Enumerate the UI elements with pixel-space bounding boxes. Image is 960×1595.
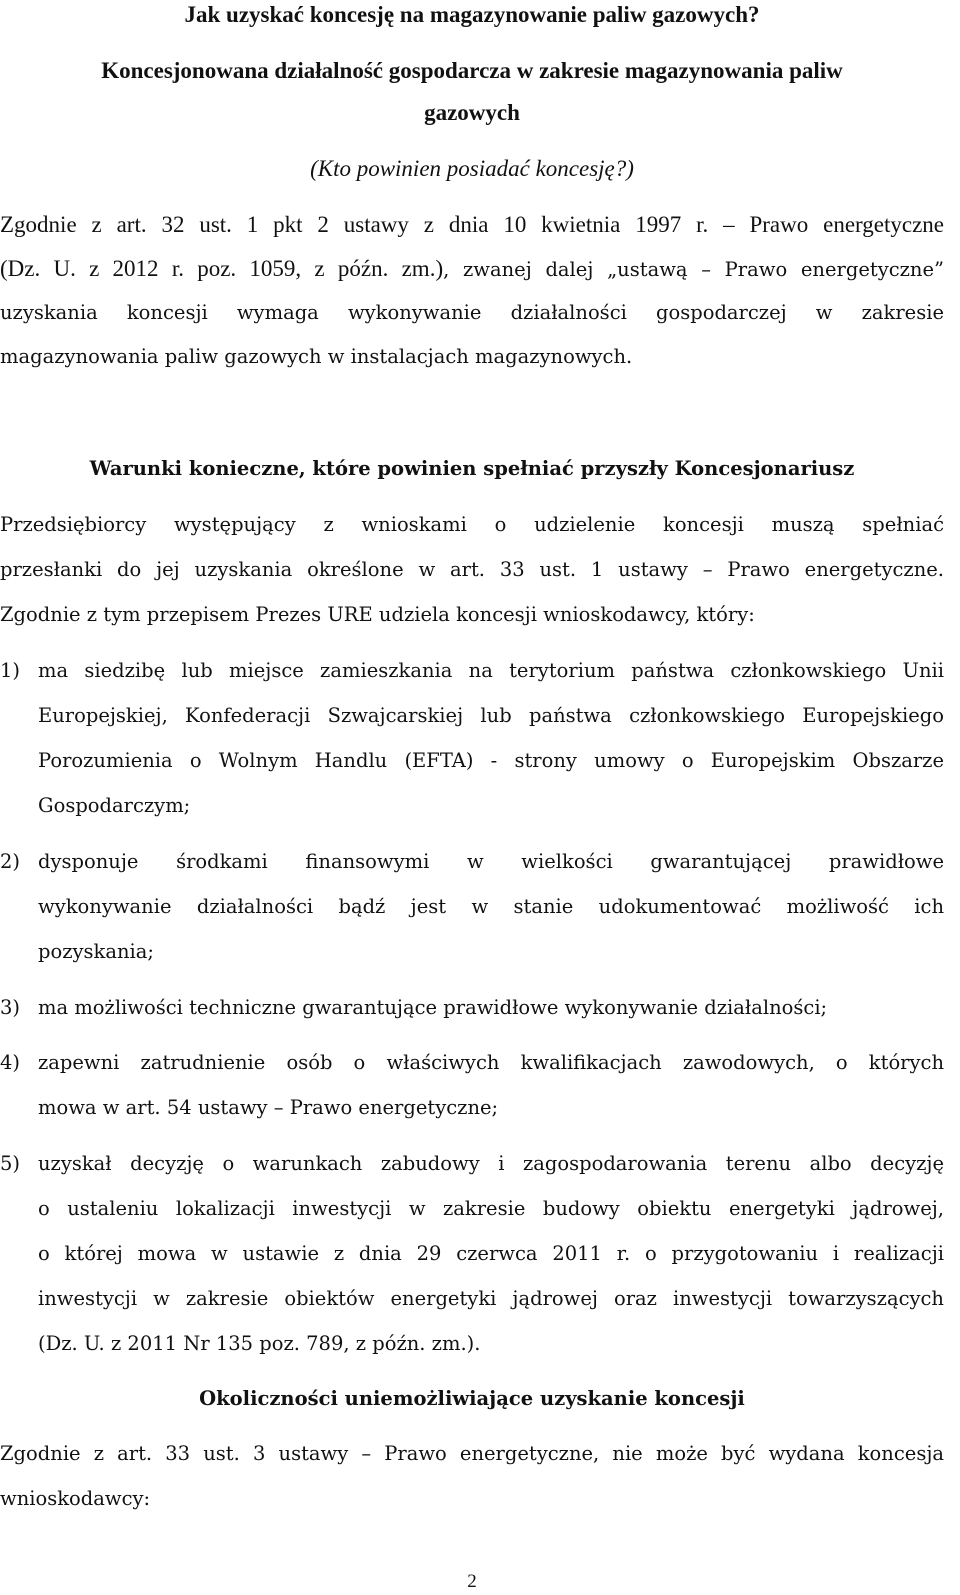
list-item-line: mowa w art. 54 ustawy – Prawo energetyczne;: [38, 1096, 499, 1119]
condition-item-5-cont: [0, 1199, 944, 1223]
condition-item-5-cont: [0, 1289, 944, 1313]
list-item-line: (Dz. U. z 2011 Nr 135 poz. 789, z późn. zm.).: [38, 1332, 481, 1355]
section-heading-line-2: gazowych: [424, 100, 520, 125]
list-item-line: Gospodarczym;: [38, 794, 191, 817]
condition-item-5-cont: [0, 1244, 944, 1268]
list-number: 5): [0, 1152, 21, 1175]
list-item-line: ma siedzibę lub miejsce zamieszkania na terytorium państwa członkowskiego Unii: [38, 659, 944, 682]
closing-line-1: Zgodnie z art. 33 ust. 3 ustawy – Prawo energetyczne, nie może być wydana koncesja: [0, 1442, 944, 1465]
list-item-line: o ustaleniu lokalizacji inwestycji w zakresie budowy obiektu energetyki jądrowej,: [38, 1197, 944, 1220]
condition-item-1-cont: [0, 706, 944, 730]
condition-item-5: [0, 1154, 944, 1178]
page-number: 2: [467, 1571, 477, 1592]
list-item-line: ma możliwości techniczne gwarantujące prawidłowe wykonywanie działalności;: [38, 996, 828, 1019]
conditions-intro-line-3: Zgodnie z tym przepisem Prezes URE udziela koncesji wnioskodawcy, który:: [0, 603, 755, 626]
section-subtitle: (Kto powinien posiadać koncesję?): [310, 156, 634, 181]
circumstances-heading: Okoliczności uniemożliwiające uzyskanie koncesji: [199, 1387, 745, 1410]
list-number: 2): [0, 850, 21, 873]
list-item-line: pozyskania;: [38, 940, 154, 963]
intro-line-3: uzyskania koncesji wymaga wykonywanie działalności gospodarczej w zakresie: [0, 301, 944, 324]
condition-item-4: [0, 1053, 944, 1077]
condition-item-2: [0, 852, 944, 876]
intro-line-2-citation: (Dz. U. z 2012 r. poz. 1059, z późn. zm.): [0, 256, 444, 281]
list-item-line: Porozumienia o Wolnym Handlu (EFTA) - strony umowy o Europejskim Obszarze: [38, 749, 944, 772]
intro-line-2-rest: , zwanej dalej „ustawą – Prawo energetyczne”: [443, 258, 944, 281]
list-item-line: dysponuje środkami finansowymi w wielkości gwarantującej prawidłowe: [38, 850, 944, 873]
closing-line-2: wnioskodawcy:: [0, 1487, 151, 1510]
list-item-line: Europejskiej, Konfederacji Szwajcarskiej lub państwa członkowskiego Europejskiego: [38, 704, 944, 727]
section-heading-line-1: Koncesjonowana działalność gospodarcza w zakresie magazynowania paliw: [101, 58, 843, 83]
list-item-line: o której mowa w ustawie z dnia 29 czerwca 2011 r. o przygotowaniu i realizacji: [38, 1242, 944, 1265]
condition-item-4-cont: [0, 1098, 944, 1122]
intro-line-2: [0, 257, 944, 280]
intro-line-4: magazynowania paliw gazowych w instalacjach magazynowych.: [0, 345, 633, 368]
condition-item-5-cont: [0, 1334, 944, 1358]
conditions-intro-line-2: przesłanki do jej uzyskania określone w art. 33 ust. 1 ustawy – Prawo energetyczne.: [0, 558, 944, 581]
list-number: 3): [0, 996, 21, 1019]
condition-item-1: [0, 661, 944, 685]
conditions-intro-line-1: Przedsiębiorcy występujący z wnioskami o udzielenie koncesji muszą spełniać: [0, 513, 944, 536]
intro-line-1: Zgodnie z art. 32 ust. 1 pkt 2 ustawy z dnia 10 kwietnia 1997 r. – Prawo energetyczne: [0, 212, 944, 237]
list-number: 4): [0, 1051, 21, 1074]
conditions-heading: Warunki konieczne, które powinien spełniać przyszły Koncesjonariusz: [89, 457, 855, 480]
condition-item-1-cont: [0, 796, 944, 820]
list-item-line: wykonywanie działalności bądź jest w stanie udokumentować możliwość ich: [38, 895, 944, 918]
condition-item-1-cont: [0, 751, 944, 775]
list-item-line: zapewni zatrudnienie osób o właściwych kwalifikacjach zawodowych, o których: [38, 1051, 944, 1074]
list-item-line: uzyskał decyzję o warunkach zabudowy i zagospodarowania terenu albo decyzję: [38, 1152, 944, 1175]
condition-item-3: [0, 998, 944, 1022]
list-item-line: inwestycji w zakresie obiektów energetyki jądrowej oraz inwestycji towarzyszących: [38, 1287, 944, 1310]
page-title: Jak uzyskać koncesję na magazynowanie paliw gazowych?: [184, 2, 760, 27]
condition-item-2-cont: [0, 897, 944, 921]
list-number: 1): [0, 659, 21, 682]
condition-item-2-cont: [0, 942, 944, 966]
